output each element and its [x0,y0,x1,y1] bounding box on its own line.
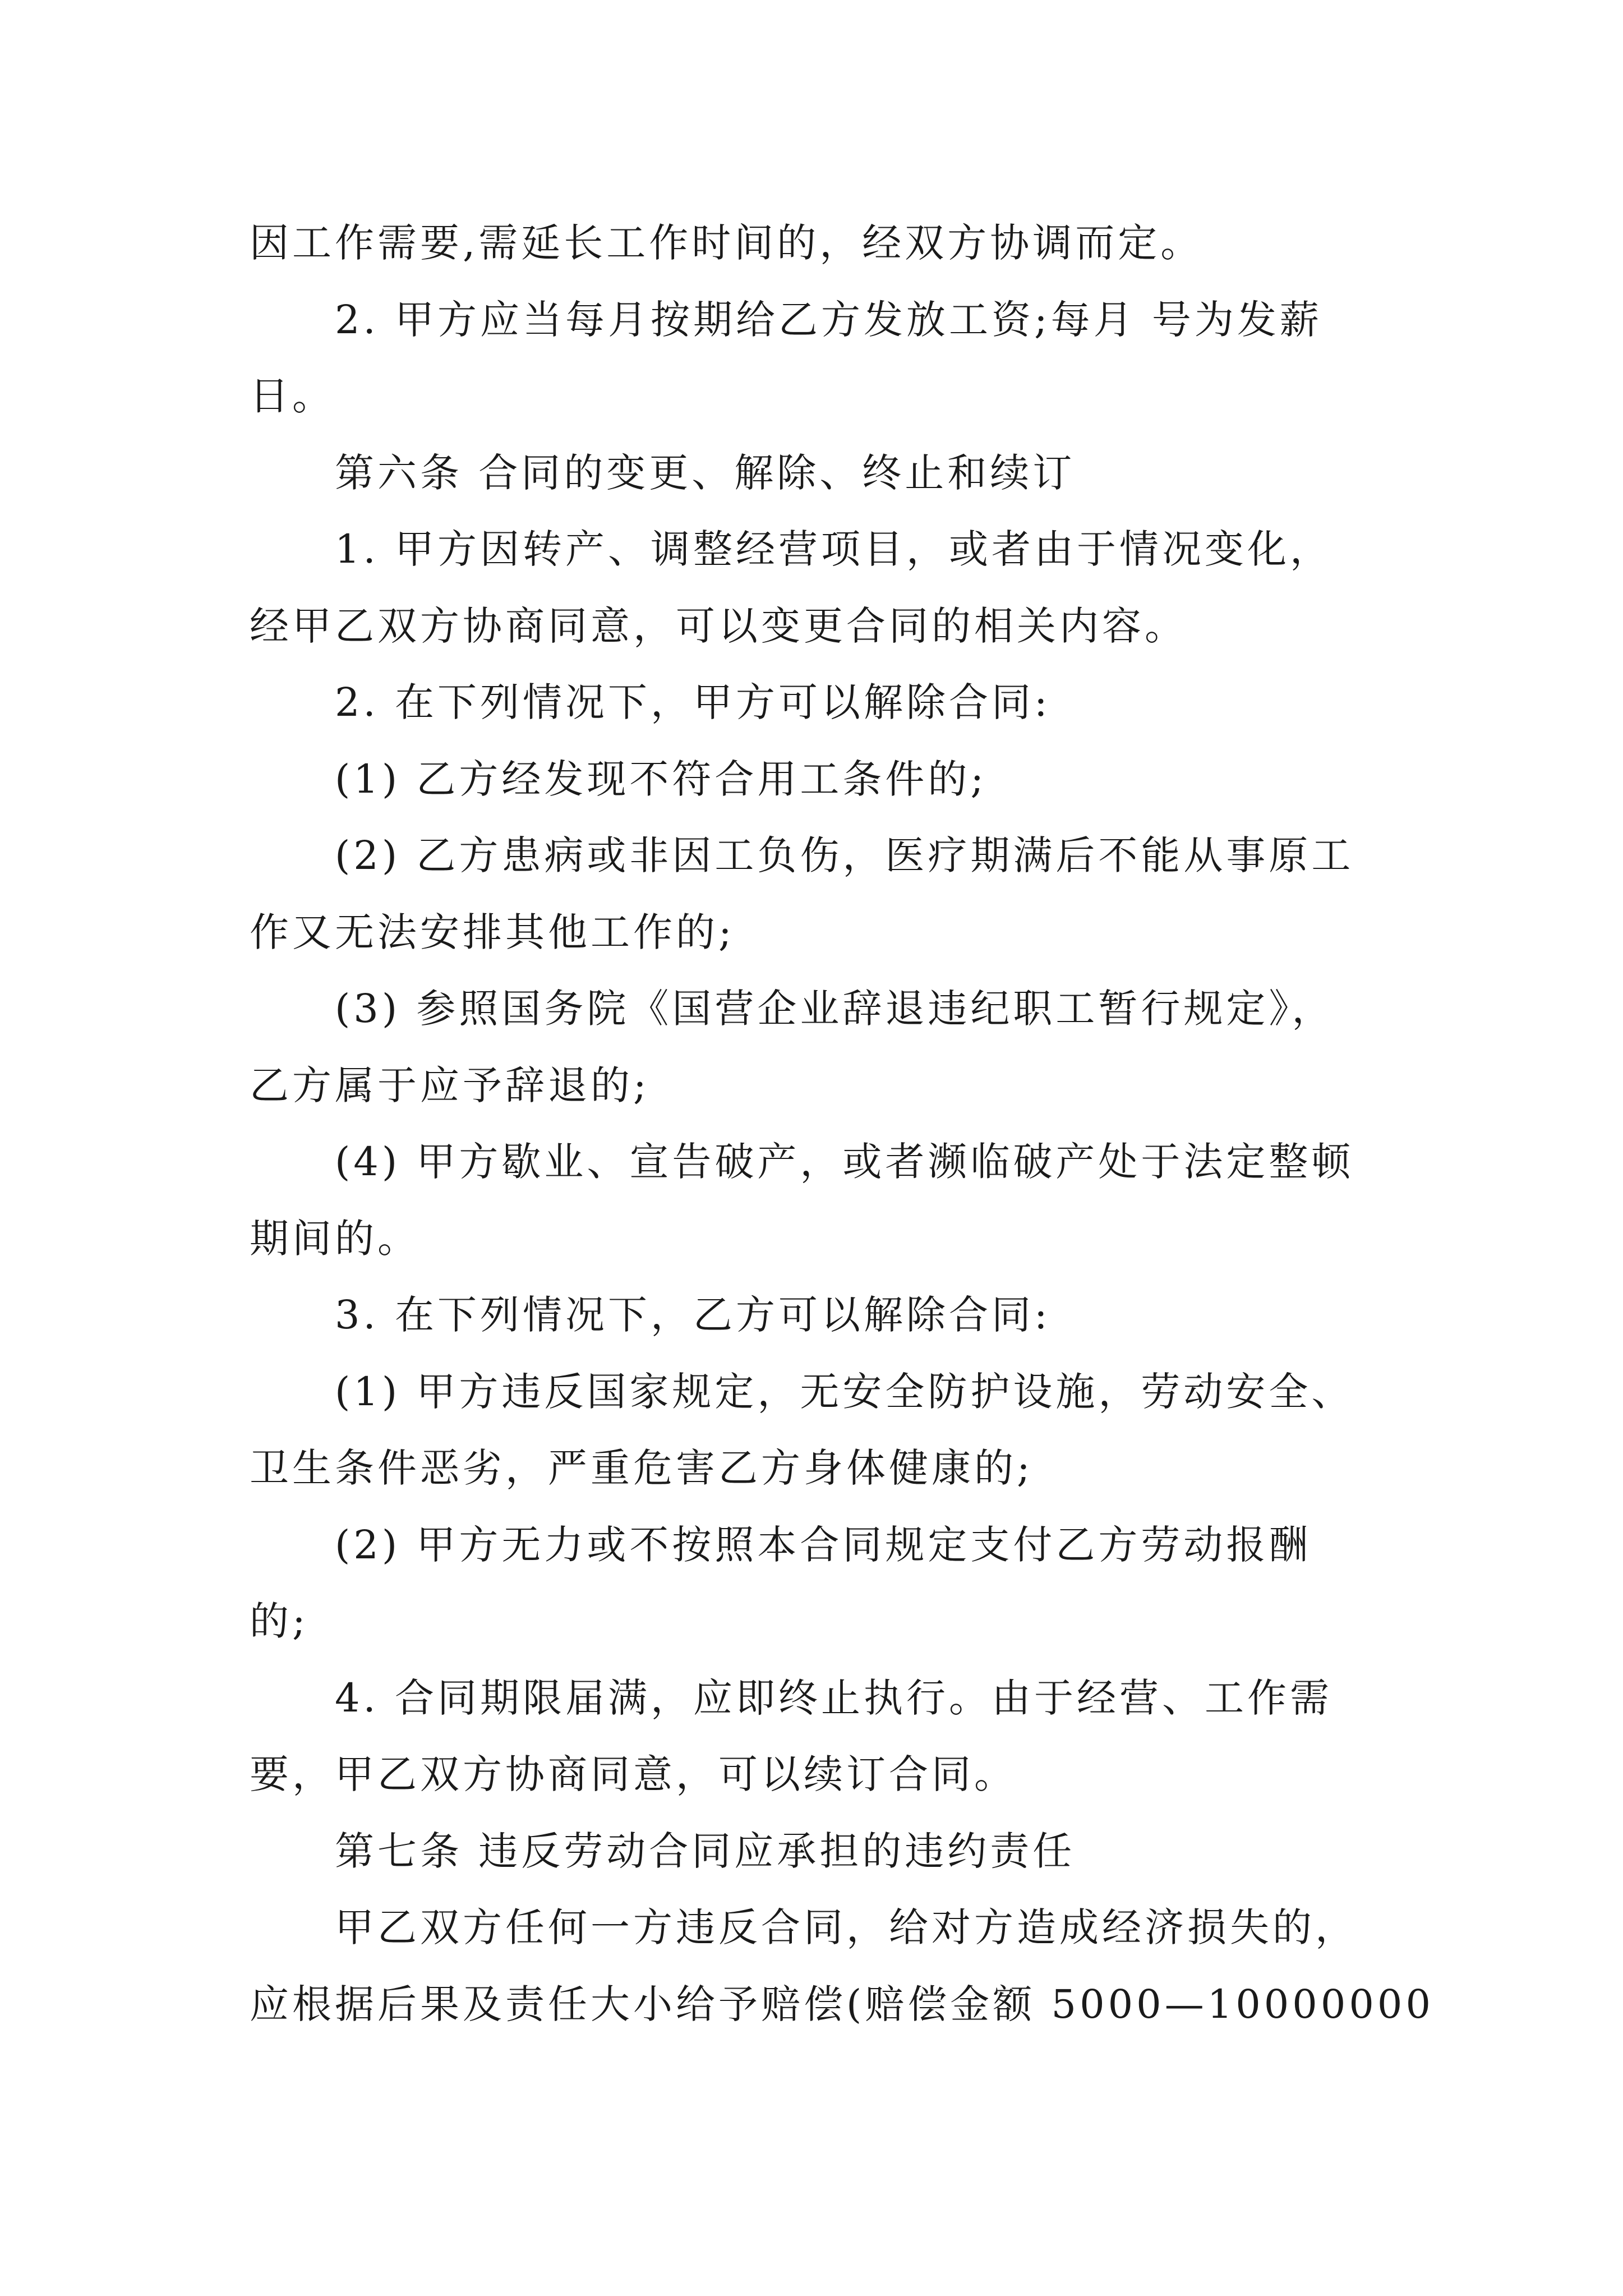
text-line: 应根据后果及责任大小给予赔偿(赔偿金额 5000—10000000 [250,1981,1434,2027]
text-line: (2) 甲方无力或不按照本合同规定支付乙方劳动报酬 [335,1521,1312,1568]
text-line: 日。 [250,373,335,419]
section-heading: 第七条 违反劳动合同应承担的违约责任 [335,1828,1076,1874]
text-line: 作又无法安排其他工作的; [250,909,735,955]
text-line: 经甲乙双方协商同意，可以变更合同的相关内容。 [250,602,1187,649]
contract-text [250,205,1434,2042]
text-line: 2. 甲方应当每月按期给乙方发放工资;每月 号为发薪 [335,296,1322,343]
text-line: (1) 甲方违反国家规定，无安全防护设施，劳动安全、 [335,1368,1354,1415]
text-line: (1) 乙方经发现不符合用工条件的; [335,756,987,802]
text-line: 乙方属于应予辞退的; [250,1062,650,1108]
text-line: 期间的。 [250,1215,420,1262]
text-line: 卫生条件恶劣，严重危害乙方身体健康的; [250,1445,1034,1491]
text-line: 要，甲乙双方协商同意，可以续订合同。 [250,1751,1017,1797]
text-line: (4) 甲方歇业、宣告破产，或者濒临破产处于法定整顿 [335,1139,1354,1185]
section-heading: 第六条 合同的变更、解除、终止和续订 [335,449,1076,496]
text-line: 1. 甲方因转产、调整经营项目，或者由于情况变化， [335,526,1333,572]
text-line: 甲乙双方任何一方违反合同，给对方造成经济损失的， [335,1904,1358,1950]
text-line: 2. 在下列情况下，甲方可以解除合同: [335,679,1051,725]
text-line: (3) 参照国务院《国营企业辞退违纪职工暂行规定》， [335,986,1335,1032]
text-line: (2) 乙方患病或非因工负伤，医疗期满后不能从事原工 [335,832,1354,878]
text-line: 4. 合同期限届满，应即终止执行。由于经营、工作需 [335,1674,1333,1721]
text-line: 的; [250,1598,309,1644]
text-line: 3. 在下列情况下，乙方可以解除合同: [335,1292,1051,1338]
text-line: 因工作需要,需延长工作时间的，经双方协调而定。 [250,220,1204,266]
